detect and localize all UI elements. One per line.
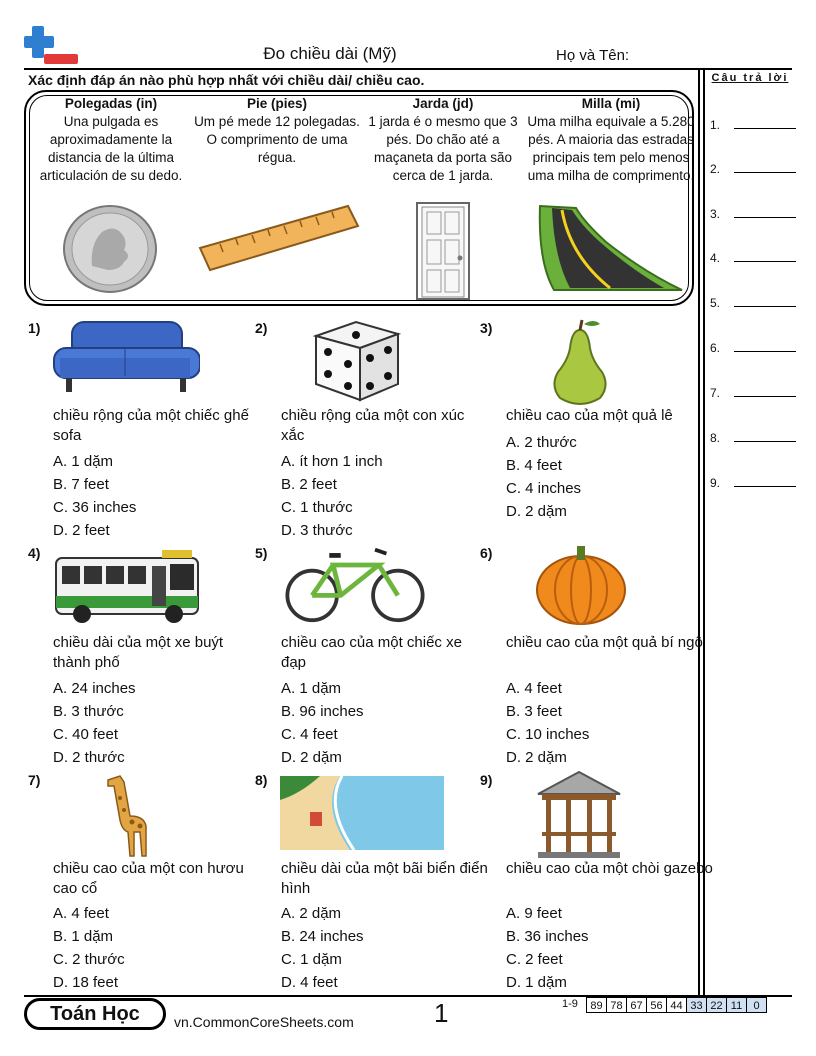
answer-option[interactable]: D. 2 dặm — [281, 749, 342, 766]
door-icon — [416, 202, 470, 300]
answer-line[interactable]: 5. — [710, 296, 796, 310]
unit-description: Uma milha equivale a 5.280 pés. A maioria das estradas principais tem pelo menos uma milha de comprimento. — [527, 114, 695, 183]
question-text: chiều cao của một chòi gazebo — [506, 860, 713, 877]
answer-option[interactable]: C. 1 dặm — [281, 951, 342, 968]
ruler-icon — [196, 204, 360, 276]
answer-line[interactable]: 3. — [710, 207, 796, 221]
answer-option[interactable]: C. 2 thước — [53, 951, 125, 968]
road-icon — [536, 202, 684, 292]
name-label: Họ và Tên: — [556, 47, 630, 64]
answer-line[interactable]: 6. — [710, 341, 796, 355]
unit-yard — [358, 95, 528, 185]
dice-icon — [308, 318, 404, 404]
quarter-coin-icon — [62, 204, 158, 294]
question-text: chiều cao của một chiếc xe đạp — [281, 634, 462, 671]
question-text: chiều rộng của một chiếc ghế sofa — [53, 407, 249, 444]
answer-option[interactable]: C. 40 feet — [53, 726, 119, 743]
answer-option[interactable]: D. 4 feet — [281, 974, 338, 991]
question-text: chiều rộng của một con xúc xắc — [281, 407, 465, 444]
answer-option[interactable]: D. 3 thước — [281, 522, 353, 539]
answer-line[interactable]: 2. — [710, 162, 796, 176]
gazebo-icon — [536, 770, 622, 858]
score-cell: 11 — [726, 997, 747, 1013]
pumpkin-icon — [534, 542, 628, 626]
answer-option[interactable]: B. 3 thước — [53, 703, 124, 720]
question-number: 7) — [28, 772, 41, 788]
question-number: 8) — [255, 772, 268, 788]
answer-option[interactable]: D. 2 dặm — [506, 503, 567, 520]
divider — [703, 68, 705, 996]
answers-title: Câu trả lời — [711, 72, 789, 84]
answer-option[interactable]: D. 2 feet — [53, 522, 110, 539]
score-cell: 78 — [606, 997, 627, 1013]
question-number: 9) — [480, 772, 493, 788]
site-url: vn.CommonCoreSheets.com — [174, 1014, 354, 1030]
answer-option[interactable]: A. 2 dặm — [281, 905, 342, 922]
unit-description: 1 jarda é o mesmo que 3 pés. Do chão até a maçaneta da porta são cerca de 1 jarda. — [368, 114, 518, 183]
unit-name: Polegadas (in) — [64, 96, 158, 111]
answer-line[interactable]: 8. — [710, 431, 796, 445]
question-number: 4) — [28, 545, 41, 561]
score-cell: 33 — [686, 997, 707, 1013]
unit-foot — [192, 95, 362, 167]
answer-option[interactable]: B. 96 inches — [281, 703, 364, 720]
answer-option[interactable]: A. 9 feet — [506, 905, 562, 922]
answer-option[interactable]: C. 2 feet — [506, 951, 563, 968]
score-cell: 67 — [626, 997, 647, 1013]
score-cell: 56 — [646, 997, 667, 1013]
question-text: chiều dài của một xe buýt thành phố — [53, 634, 224, 671]
bicycle-icon — [280, 544, 430, 624]
answer-option[interactable]: C. 1 thước — [281, 499, 353, 516]
question-text: chiều cao của một con hươu cao cổ — [53, 860, 244, 897]
answer-line[interactable]: 4. — [710, 251, 796, 265]
divider — [698, 68, 700, 996]
unit-name: Milla (mi) — [581, 96, 641, 111]
page-title: Đo chiều dài (Mỹ) — [263, 44, 397, 63]
answer-option[interactable]: C. 4 feet — [281, 726, 338, 743]
answer-line[interactable]: 7. — [710, 386, 796, 400]
answer-option[interactable]: B. 4 feet — [506, 457, 562, 474]
giraffe-icon — [100, 770, 156, 858]
answer-option[interactable]: B. 7 feet — [53, 476, 109, 493]
answer-option[interactable]: D. 18 feet — [53, 974, 119, 991]
beach-icon — [280, 776, 444, 850]
unit-mile — [526, 95, 696, 185]
answer-option[interactable]: C. 36 inches — [53, 499, 137, 516]
question-text: chiều cao của một quả lê — [506, 407, 673, 424]
question-number: 2) — [255, 320, 268, 336]
answer-option[interactable]: A. 24 inches — [53, 680, 136, 697]
score-table — [587, 997, 767, 1013]
answer-option[interactable]: C. 10 inches — [506, 726, 590, 743]
answer-option[interactable]: A. 4 feet — [53, 905, 109, 922]
answer-option[interactable]: A. ít hơn 1 inch — [281, 453, 383, 470]
score-cell: 89 — [586, 997, 607, 1013]
instruction: Xác định đáp án nào phù hợp nhất với chiều dài/ chiều cao. — [28, 72, 425, 88]
bus-icon — [52, 546, 202, 626]
answer-option[interactable]: A. 2 thước — [506, 434, 577, 451]
answer-option[interactable]: B. 24 inches — [281, 928, 364, 945]
answer-option[interactable]: D. 2 dặm — [506, 749, 567, 766]
answer-option[interactable]: B. 2 feet — [281, 476, 337, 493]
unit-inch — [26, 95, 196, 185]
unit-name: Jarda (jd) — [412, 96, 474, 111]
answer-option[interactable]: D. 1 dặm — [506, 974, 567, 991]
answer-option[interactable]: B. 1 dặm — [53, 928, 114, 945]
answer-option[interactable]: C. 4 inches — [506, 480, 582, 497]
score-cell: 22 — [706, 997, 727, 1013]
answer-option[interactable]: A. 1 dặm — [53, 453, 114, 470]
score-cell: 44 — [666, 997, 687, 1013]
page-number: 1 — [434, 998, 449, 1028]
brand-badge: Toán Học — [24, 998, 166, 1030]
answer-option[interactable]: D. 2 thước — [53, 749, 125, 766]
unit-name: Pie (pies) — [246, 96, 308, 111]
question-text: chiều dài của một bãi biển điển hình — [281, 860, 488, 897]
unit-description: Una pulgada es aproximadamente la distancia de la última articulación de su dedo. — [39, 114, 183, 183]
answer-line[interactable]: 1. — [710, 118, 796, 132]
score-range-label: 1-9 — [562, 998, 578, 1010]
question-text: chiều cao của một quả bí ngô — [506, 634, 703, 651]
answer-option[interactable]: A. 1 dặm — [281, 680, 342, 697]
score-cell: 0 — [746, 997, 767, 1013]
answer-option[interactable]: A. 4 feet — [506, 680, 562, 697]
question-number: 3) — [480, 320, 493, 336]
answer-option[interactable]: B. 36 inches — [506, 928, 589, 945]
question-number: 1) — [28, 320, 41, 336]
divider — [24, 68, 792, 70]
question-number: 6) — [480, 545, 493, 561]
sofa-icon — [50, 318, 200, 398]
answer-line[interactable]: 9. — [710, 476, 796, 490]
unit-description: Um pé mede 12 polegadas. O comprimento de uma régua. — [194, 114, 360, 165]
pear-icon — [546, 316, 614, 406]
question-number: 5) — [255, 545, 268, 561]
answer-option[interactable]: B. 3 feet — [506, 703, 562, 720]
